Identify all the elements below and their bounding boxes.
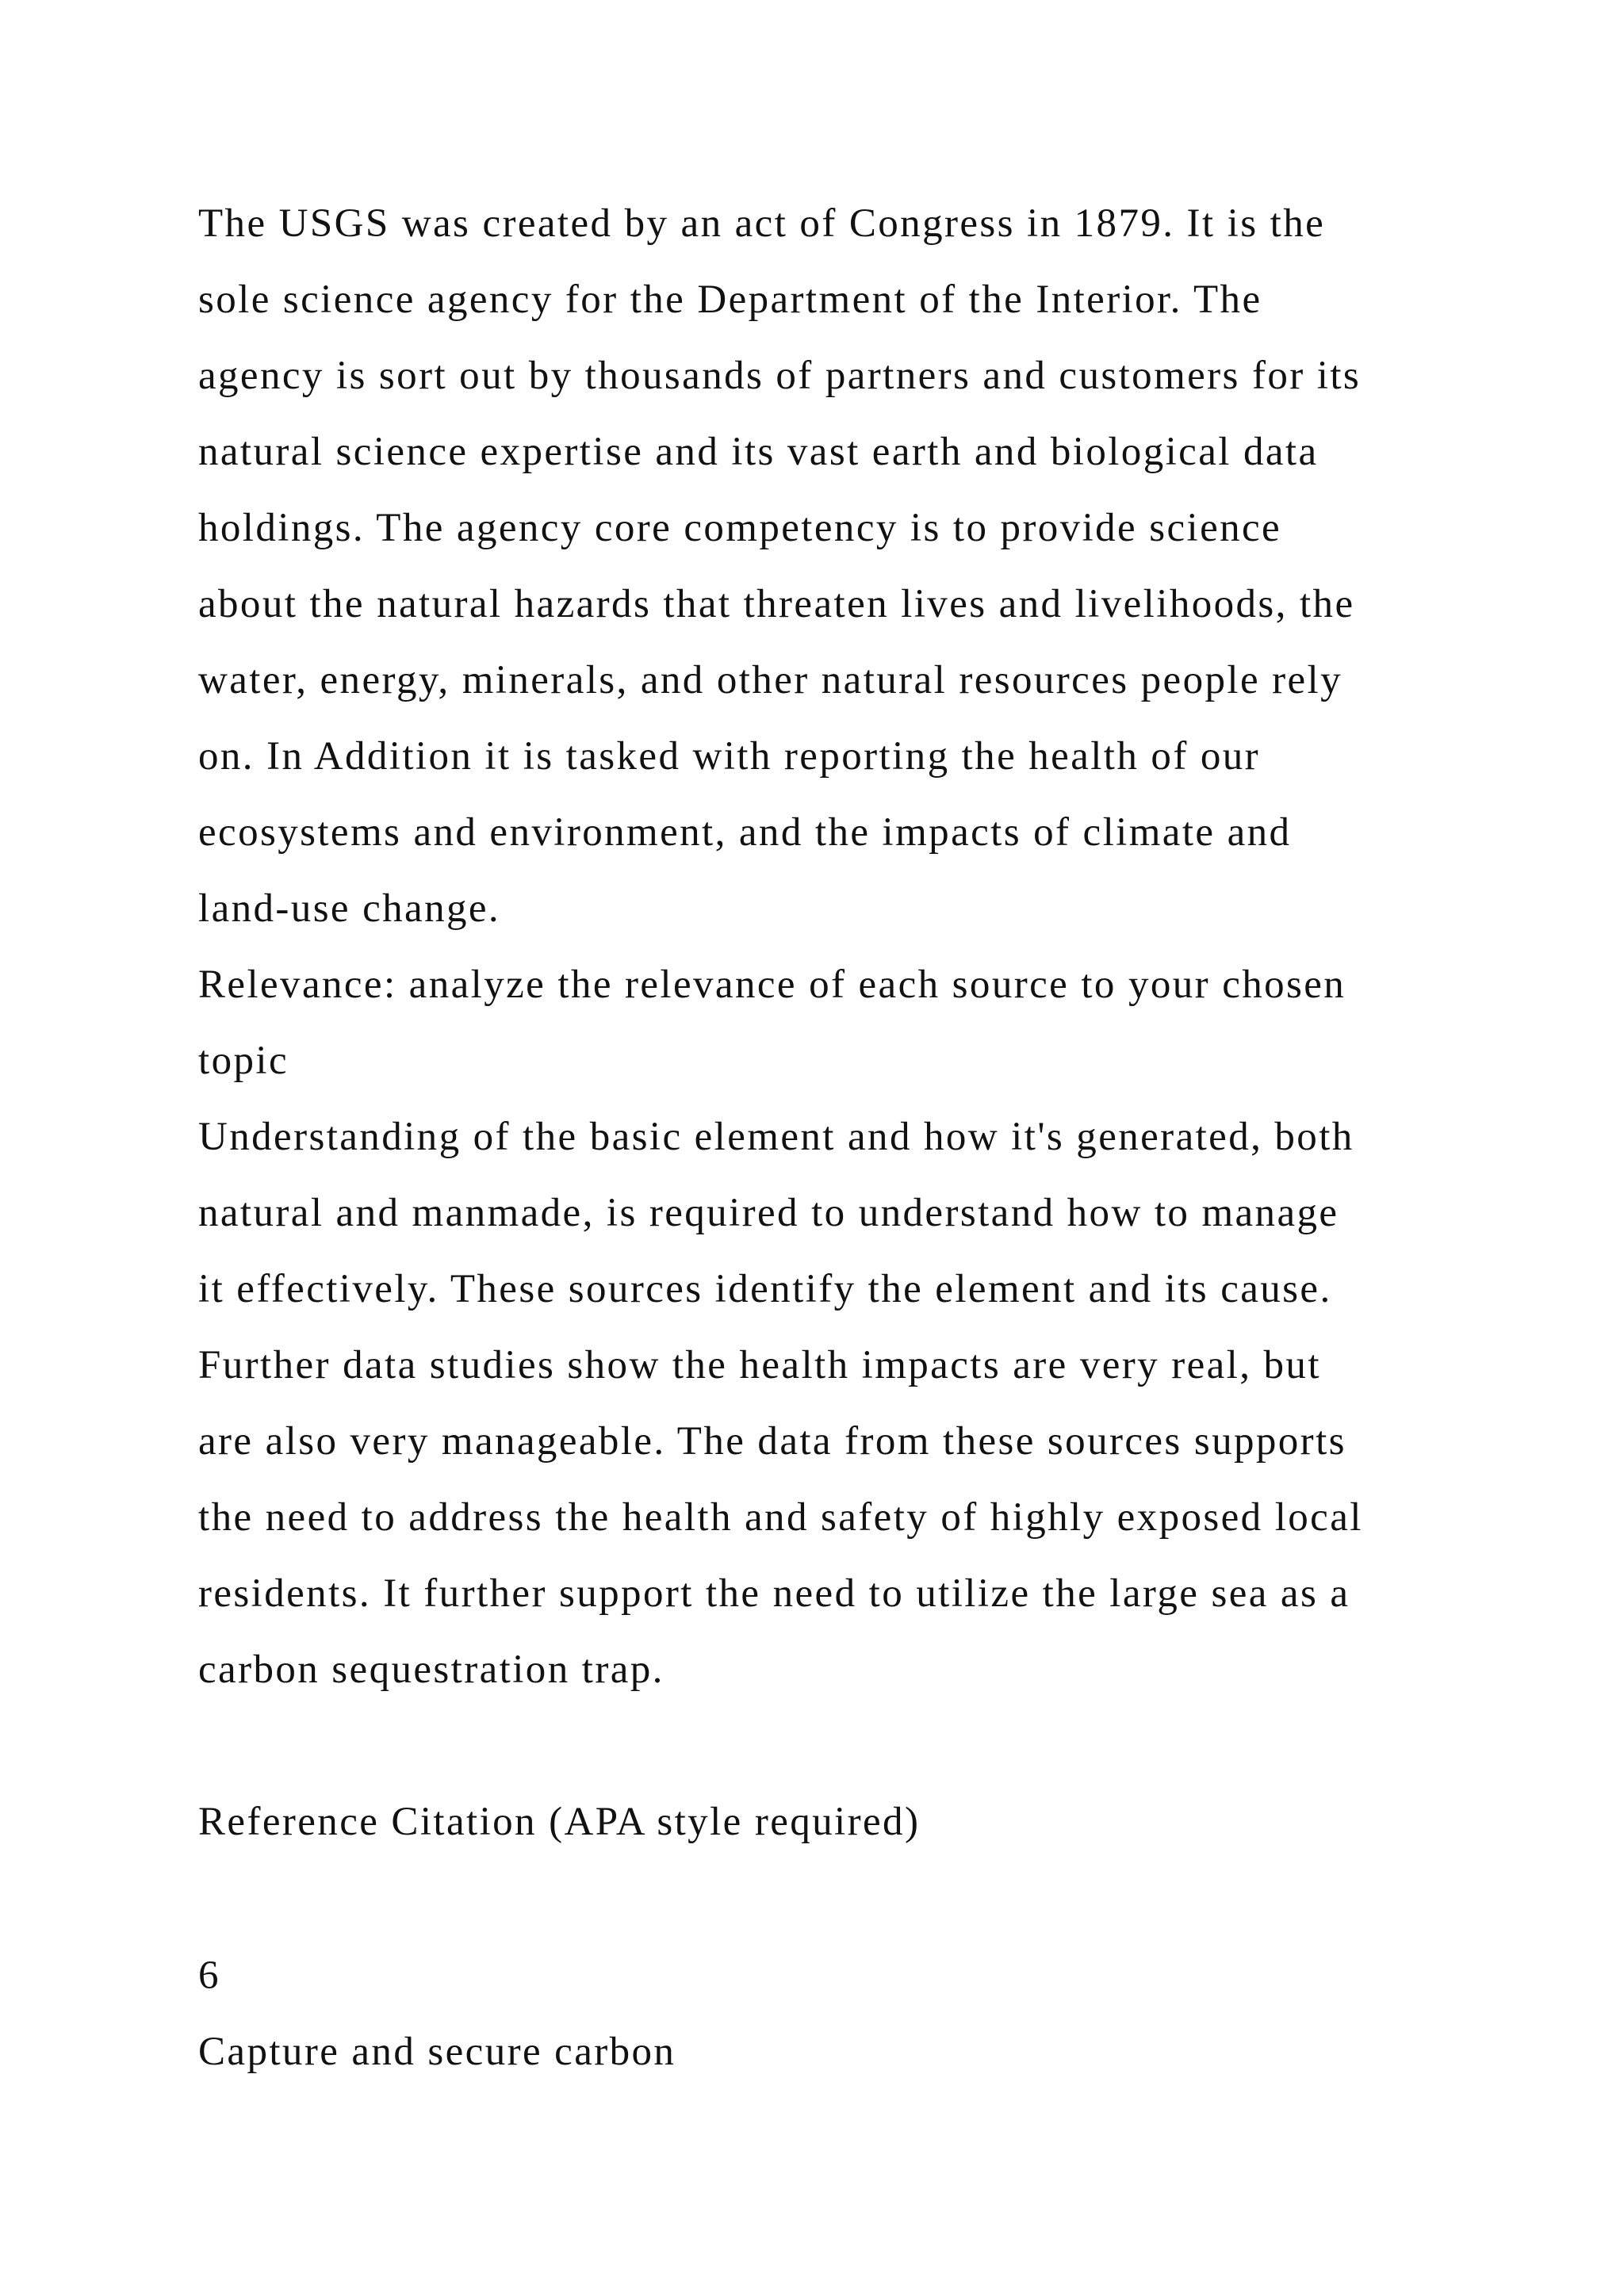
usgs-paragraph-line: ecosystems and environment, and the impacts of climate and (198, 810, 1292, 855)
relevance-paragraph-line: are also very manageable. The data from these sources supports (198, 1419, 1346, 1464)
relevance-paragraph-line: carbon sequestration trap. (198, 1647, 665, 1692)
running-title: Capture and secure carbon (198, 2030, 676, 2074)
relevance-paragraph-line: natural and manmade, is required to understand how to manage (198, 1191, 1339, 1235)
relevance-prompt-line: Relevance: analyze the relevance of each source to your chosen (198, 962, 1346, 1007)
usgs-paragraph-line: on. In Addition it is tasked with reporting the health of our (198, 734, 1261, 779)
reference-citation-heading: Reference Citation (APA style required) (198, 1800, 921, 1844)
usgs-paragraph-line: natural science expertise and its vast earth and biological data (198, 430, 1319, 474)
usgs-paragraph-line: agency is sort out by thousands of partners and customers for its (198, 354, 1362, 398)
relevance-paragraph-line: it effectively. These sources identify the element and its cause. (198, 1267, 1332, 1311)
relevance-prompt-line: topic (198, 1039, 289, 1083)
usgs-paragraph-line: water, energy, minerals, and other natural resources people rely (198, 658, 1343, 702)
relevance-paragraph-line: Understanding of the basic element and how it's generated, both (198, 1115, 1354, 1159)
usgs-paragraph-line: The USGS was created by an act of Congress in 1879. It is the (198, 201, 1326, 246)
relevance-paragraph-line: Further data studies show the health impacts are very real, but (198, 1343, 1321, 1387)
relevance-paragraph-line: residents. It further support the need to utilize the large sea as a (198, 1571, 1350, 1616)
usgs-paragraph-line: land-use change. (198, 886, 501, 931)
usgs-paragraph-line: sole science agency for the Department of the Interior. The (198, 277, 1262, 322)
relevance-paragraph-line: the need to address the health and safety of highly exposed local (198, 1495, 1363, 1540)
usgs-paragraph-line: holdings. The agency core competency is to provide science (198, 506, 1282, 550)
usgs-paragraph-line: about the natural hazards that threaten lives and livelihoods, the (198, 582, 1355, 626)
page-number: 6 (198, 1954, 220, 1998)
